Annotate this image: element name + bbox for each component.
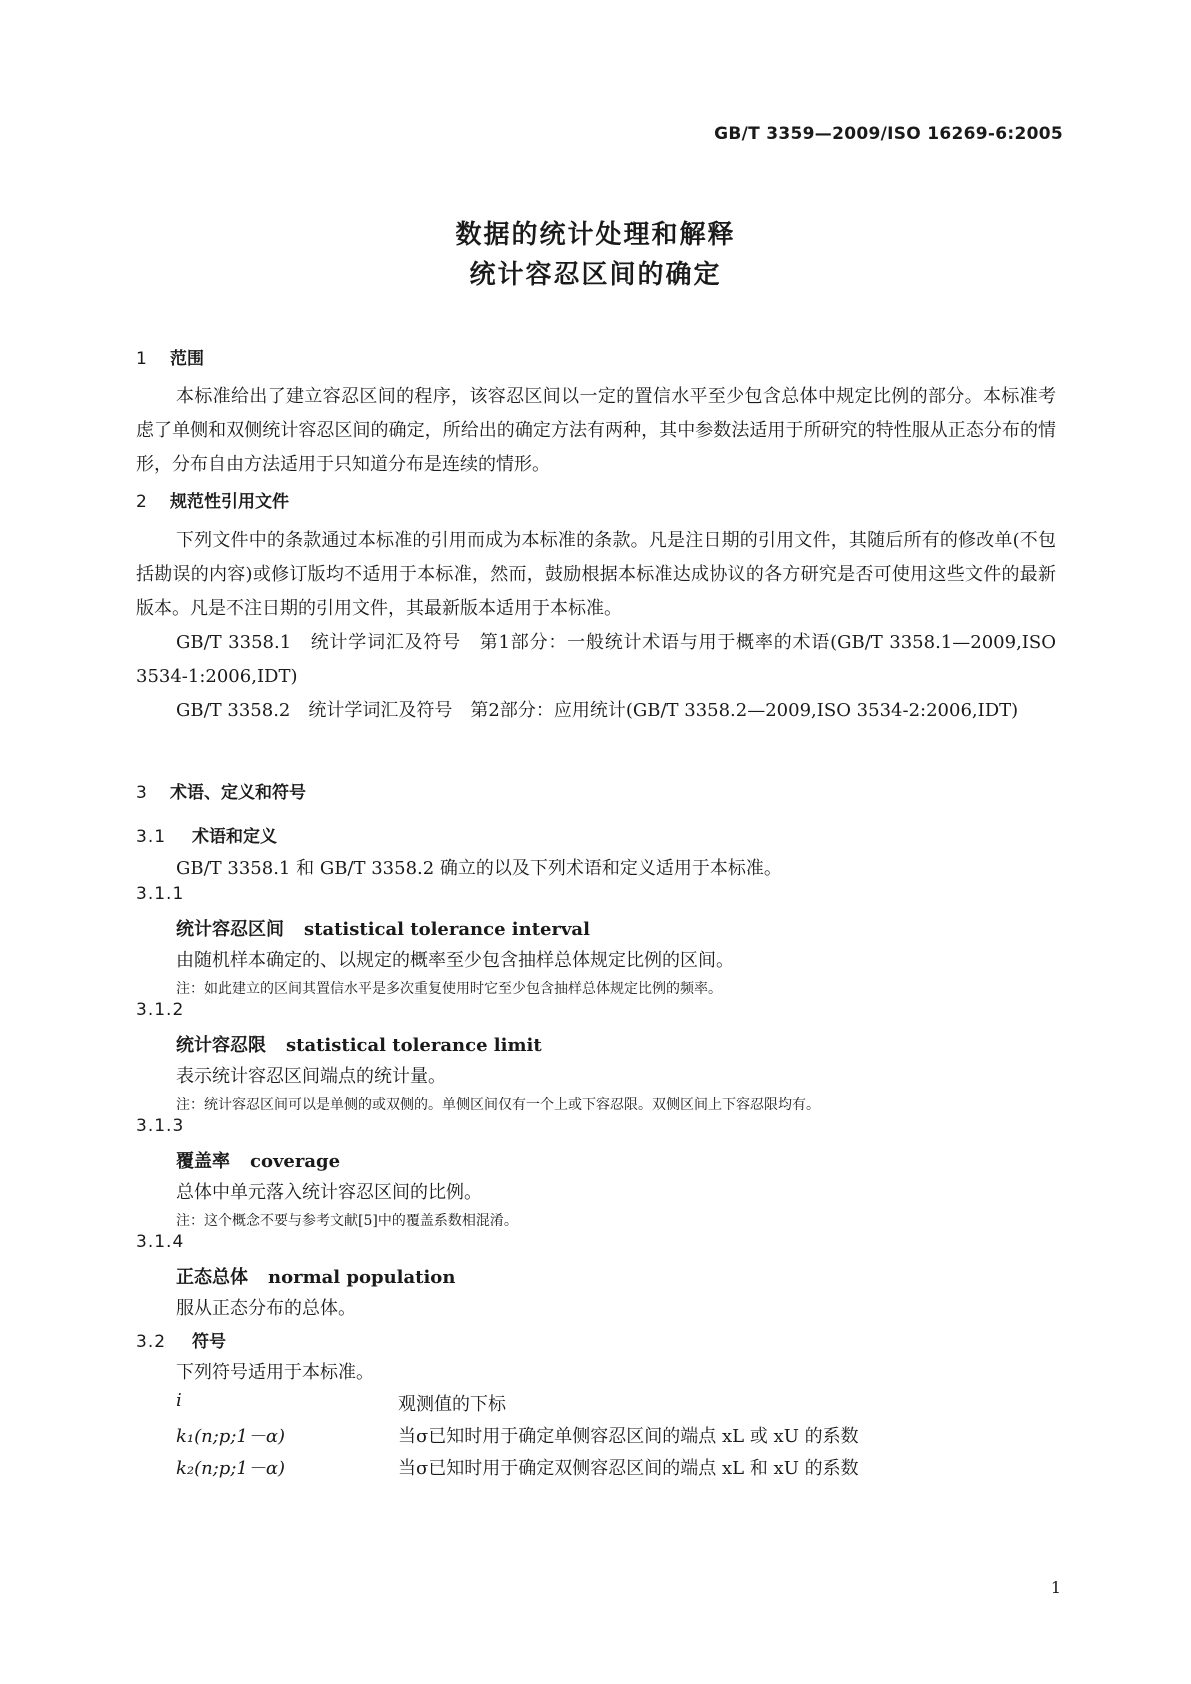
section-2-heading <box>136 487 289 512</box>
term-number: 3.1.4 <box>136 1232 185 1252</box>
subsection-number: 3.2 <box>136 1332 167 1352</box>
subsection-title: 术语和定义 <box>192 827 277 847</box>
term-heading <box>176 915 590 941</box>
subsection-3-1-heading <box>136 822 277 847</box>
term-zh: 覆盖率 <box>176 1151 230 1172</box>
term-number: 3.1.1 <box>136 884 185 904</box>
standard-code: GB/T 3359—2009/ISO 16269-6:2005 <box>714 124 1063 144</box>
term-en: statistical tolerance interval <box>304 919 590 940</box>
term-en: statistical tolerance limit <box>286 1035 542 1056</box>
subsection-3-2-text: 下列符号适用于本标准。 <box>176 1362 374 1383</box>
term-definition: 服从正态分布的总体。 <box>176 1298 356 1319</box>
section-2-paragraph: 下列文件中的条款通过本标准的引用而成为本标准的条款。凡是注日期的引用文件，其随后所有的修改单(不包括勘误的内容)或修订版均不适用于本标准，然而，鼓励根据本标准达成协议的各方研究是否可使用这些文件的最新版本。凡是不注日期的引用文件，其最新版本适用于本标准。 <box>136 530 1056 619</box>
normative-reference-2: GB/T 3358.2 统计学词汇及符号 第2部分：应用统计(GB/T 3358.2—2009,ISO 3534-2:2006,IDT) <box>176 700 1019 721</box>
term-zh: 统计容忍区间 <box>176 919 284 940</box>
symbol-description: 当σ已知时用于确定双侧容忍区间的端点 xL 和 xU 的系数 <box>398 1458 859 1479</box>
term-heading <box>176 1031 542 1057</box>
term-heading <box>176 1263 455 1289</box>
subsection-3-1-text: GB/T 3358.1 和 GB/T 3358.2 确立的以及下列术语和定义适用于本标准。 <box>176 858 782 879</box>
section-number: 2 <box>136 492 147 512</box>
page-title-line2: 统计容忍区间的确定 <box>469 260 722 290</box>
term-definition: 由随机样本确定的、以规定的概率至少包含抽样总体规定比例的区间。 <box>176 950 734 971</box>
page-number: 1 <box>1050 1578 1061 1597</box>
term-definition: 总体中单元落入统计容忍区间的比例。 <box>176 1182 482 1203</box>
subsection-3-2-heading <box>136 1327 226 1352</box>
symbol: i <box>176 1390 182 1411</box>
symbol: k₂(n;p;1－α) <box>176 1458 286 1479</box>
term-zh: 正态总体 <box>176 1267 248 1288</box>
section-title: 范围 <box>170 349 204 369</box>
subsection-number: 3.1 <box>136 827 167 847</box>
page-title-line1: 数据的统计处理和解释 <box>455 220 736 250</box>
symbol: k₁(n;p;1－α) <box>176 1426 286 1447</box>
section-number: 1 <box>136 349 147 369</box>
term-zh: 统计容忍限 <box>176 1035 266 1056</box>
normative-reference-1: GB/T 3358.1 统计学词汇及符号 第1部分：一般统计术语与用于概率的术语(GB/T 3358.1—2009,ISO 3534-1:2006,IDT) <box>136 632 1056 687</box>
term-en: coverage <box>250 1151 341 1172</box>
section-number: 3 <box>136 783 147 803</box>
term-en: normal population <box>268 1267 456 1288</box>
symbol-description: 观测值的下标 <box>398 1394 506 1415</box>
section-title: 规范性引用文件 <box>170 492 289 512</box>
term-number: 3.1.2 <box>136 1000 185 1020</box>
subsection-title: 符号 <box>192 1332 226 1352</box>
term-number: 3.1.3 <box>136 1116 185 1136</box>
term-note: 注：这个概念不要与参考文献[5]中的覆盖系数相混淆。 <box>176 1213 518 1229</box>
section-3-heading <box>136 778 306 803</box>
section-1-heading <box>136 344 204 369</box>
term-note: 注：统计容忍区间可以是单侧的或双侧的。单侧区间仅有一个上或下容忍限。双侧区间上下容忍限均有。 <box>176 1097 820 1113</box>
term-definition: 表示统计容忍区间端点的统计量。 <box>176 1066 446 1087</box>
section-1-paragraph: 本标准给出了建立容忍区间的程序，该容忍区间以一定的置信水平至少包含总体中规定比例的部分。本标准考虑了单侧和双侧统计容忍区间的确定，所给出的确定方法有两种，其中参数法适用于所研究的特性服从正态分布的情形，分布自由方法适用于只知道分布是连续的情形。 <box>136 386 1056 475</box>
term-note: 注：如此建立的区间其置信水平是多次重复使用时它至少包含抽样总体规定比例的频率。 <box>176 981 722 997</box>
symbol-description: 当σ已知时用于确定单侧容忍区间的端点 xL 或 xU 的系数 <box>398 1426 859 1447</box>
term-heading <box>176 1147 340 1173</box>
section-title: 术语、定义和符号 <box>170 783 306 803</box>
